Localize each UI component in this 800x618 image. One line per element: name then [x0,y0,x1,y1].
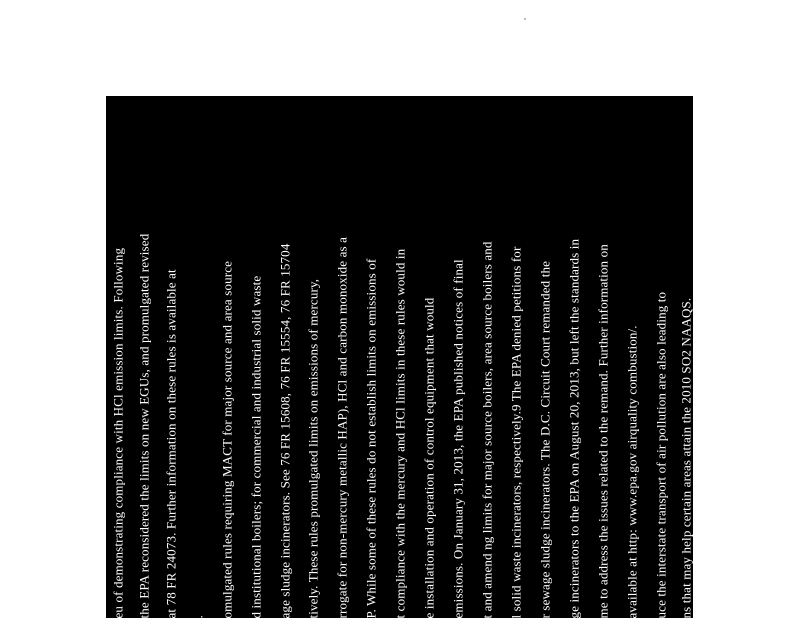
text-line: d institutional boilers; for commercial and industrial solid waste [248,275,263,618]
text-line: rrogate for non-mercury metallic HAP), HCl and carbon monoxide as a [334,236,349,618]
text-line: t and amend ng limits for major source boilers, area source boilers and [479,240,494,618]
scanned-page-region [106,96,693,618]
text-line: l solid waste incinerators, respectively.9 The EPA denied petitions for [508,246,523,618]
text-line: omulgated rules requiring MACT for major source and area source [219,260,234,618]
text-line: r sewage sludge incinerators. The D.C. Circuit Court remanded the [537,260,552,618]
text-line: the EPA reconsidered the limits on new EGUs, and promulgated revised [136,233,151,618]
text-line: available at http: www.epa.gov airquality combustion/. [624,324,639,618]
text-line: t compliance with the mercury and HCl limits in these rules would in [392,248,407,618]
text-line: emissions. On January 31, 2013, the EPA published notices of final [450,258,465,618]
text-line: ns that may help certain areas attain the 2010 SO2 NAAQS. [678,297,693,618]
text-line: uce the interstate transport of air pollution are also leading to [653,291,668,618]
text-line: . [190,614,205,618]
text-line: e installation and operation of control equipment that would [421,297,436,618]
text-line: age sludge incinerators. See 76 FR 15608, 76 FR 15554, 76 FR 15704 [277,243,292,618]
text-line: tively. These rules promulgated limits on emissions of mercury, [305,278,320,618]
text-line: eu of demonstrating compliance with HCl emission limits. Following [110,247,125,618]
text-line: ge incinerators to the EPA on August 20, 2013, but left the standards in [566,238,581,618]
text-line: at 78 FR 24073. Further information on these rules is available at [163,268,178,618]
text-line: me to address the issues related to the remand. Further information on [595,243,610,618]
rotated-document-text [106,96,693,618]
text-line: P. While some of these rules do not establish limits on emissions of [363,258,378,618]
scan-speck [524,18,526,20]
